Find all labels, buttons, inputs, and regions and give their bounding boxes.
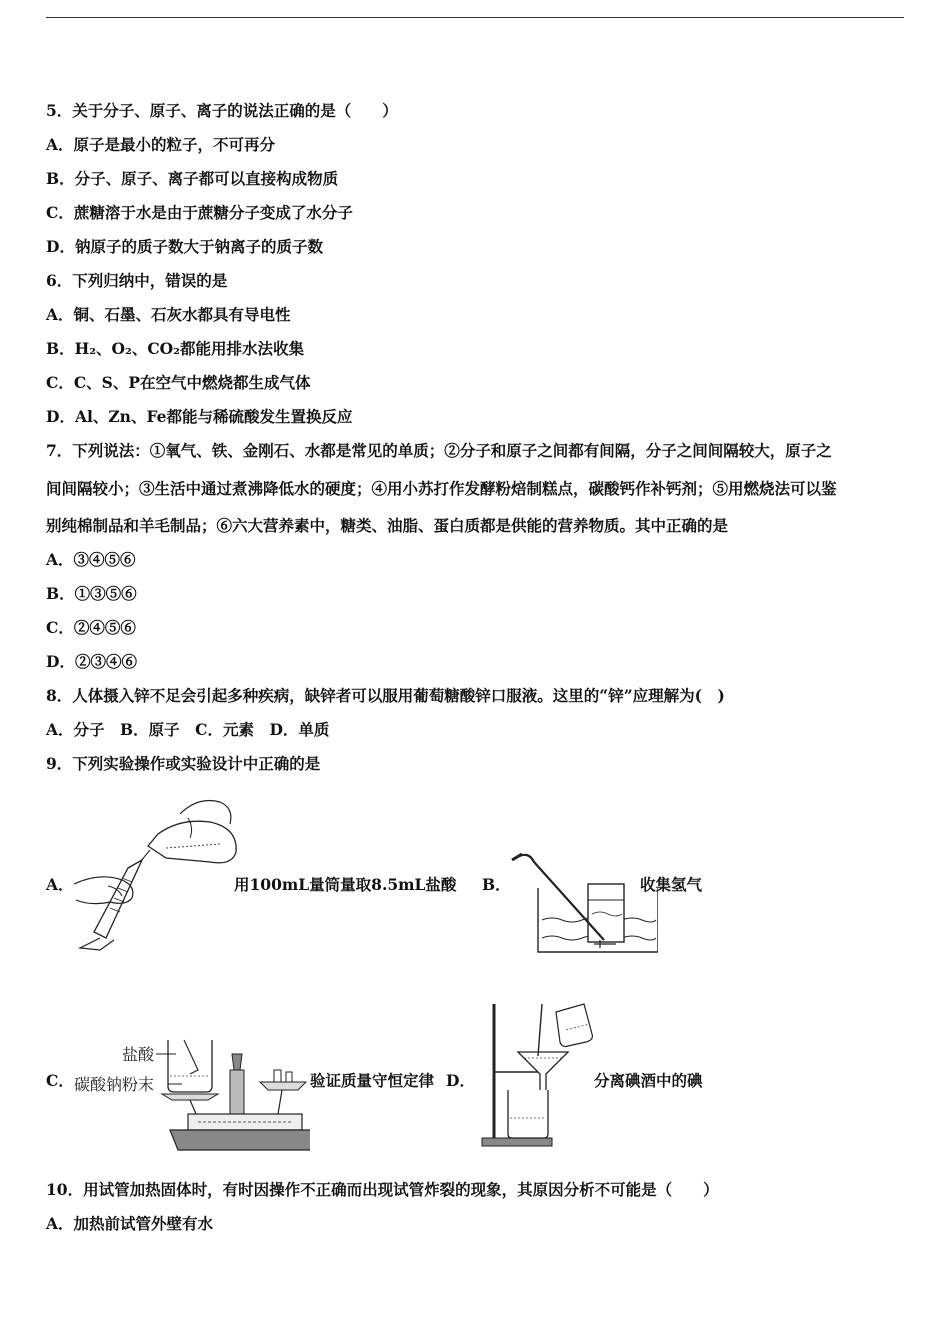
q5-option-b: B．分子、原子、离子都可以直接构成物质 (46, 169, 339, 188)
q7-stem-line-2: 间间隔较小；③生活中通过煮沸降低水的硬度；④用小苏打作发酵粉焙制糕点，碳酸钙作补钙剂；⑤用燃烧法可以鉴 (46, 479, 837, 498)
q6-stem: 6．下列归纳中，错误的是 (46, 271, 228, 290)
q9-option-d-label: D． (446, 1071, 475, 1090)
q6-option-b: B．H₂、O₂、CO₂都能用排水法收集 (46, 339, 304, 358)
q5-stem: 5．关于分子、原子、离子的说法正确的是（ ） (46, 101, 398, 120)
q9-option-c-desc: 验证质量守恒定律 (310, 1071, 435, 1090)
q9-option-d-desc: 分离碘酒中的碘 (594, 1071, 703, 1090)
q7-option-c: C．②④⑤⑥ (46, 618, 136, 637)
q8-stem: 8．人体摄入锌不足会引起多种疾病，缺锌者可以服用葡萄糖酸锌口服液。这里的“锌”应理解为( ) (46, 686, 725, 705)
header-rule (46, 17, 904, 18)
q5-option-a: A．原子是最小的粒子，不可再分 (46, 135, 276, 154)
fig-label-powder: 碳酸钠粉末 (74, 1075, 155, 1094)
q10-option-a: A．加热前试管外壁有水 (46, 1214, 214, 1233)
q9-option-b-desc: 收集氢气 (640, 875, 703, 894)
balance-mass-conservation-figure (70, 1030, 310, 1154)
q9-stem: 9．下列实验操作或实验设计中正确的是 (46, 754, 321, 773)
q5-option-c: C．蔗糖溶于水是由于蔗糖分子变成了水分子 (46, 203, 353, 222)
q7-option-d: D．②③④⑥ (46, 652, 137, 671)
q6-option-c: C．C、S、P在空气中燃烧都生成气体 (46, 373, 311, 392)
gas-collection-figure (508, 848, 658, 958)
q5-option-d: D．钠原子的质子数大于钠离子的质子数 (46, 237, 323, 256)
filtration-figure (478, 1000, 598, 1150)
q9-option-a-desc: 用100mL量筒量取8.5mL盐酸 (234, 875, 457, 894)
q7-stem-line-3: 别纯棉制品和羊毛制品；⑥六大营养素中，糖类、油脂、蛋白质都是供能的营养物质。其中正确的是 (46, 516, 729, 535)
q7-option-a: A．③④⑤⑥ (46, 550, 136, 569)
q8-options: A．分子 B．原子 C．元素 D．单质 (46, 720, 330, 739)
q10-stem: 10．用试管加热固体时，有时因操作不正确而出现试管炸裂的现象，其原因分析不可能是（ ） (46, 1180, 719, 1199)
q9-option-c-label: C． (46, 1071, 74, 1090)
q7-stem-line-1: 7．下列说法：①氧气、铁、金刚石、水都是常见的单质；②分子和原子之间都有间隔，分子之间间隔较大，原子之 (46, 441, 832, 460)
q6-option-a: A．铜、石墨、石灰水都具有导电性 (46, 305, 291, 324)
fig-label-acid: 盐酸 (122, 1045, 155, 1064)
q7-option-b: B．①③⑤⑥ (46, 584, 137, 603)
q6-option-d: D．Al、Zn、Fe都能与稀硫酸发生置换反应 (46, 407, 353, 426)
q9-option-b-label: B． (482, 875, 511, 894)
graduated-cylinder-pouring-figure (70, 788, 240, 956)
q9-option-a-label: A． (46, 875, 74, 894)
